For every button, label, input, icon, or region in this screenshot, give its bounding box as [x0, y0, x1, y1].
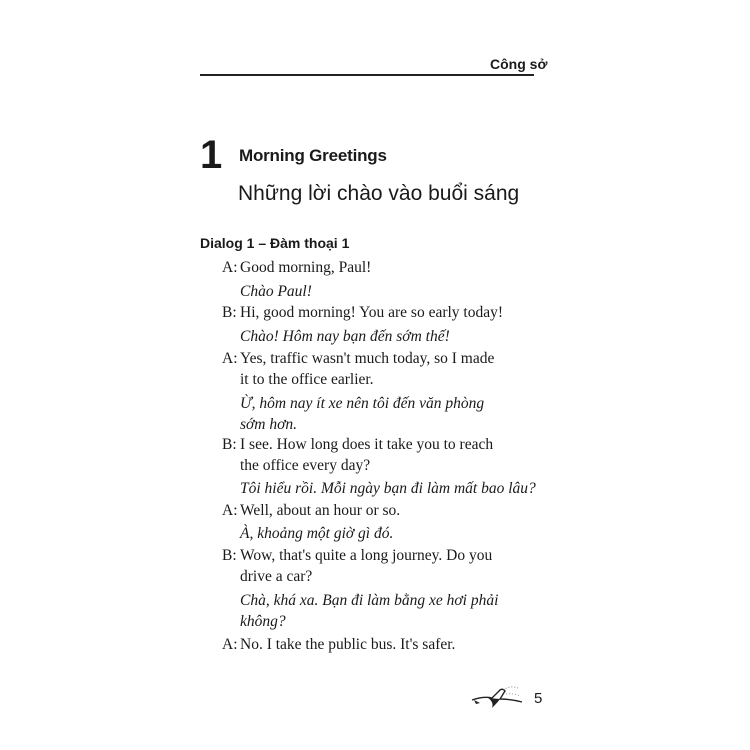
header-divider	[200, 74, 534, 76]
dialog-line-english: A: Well, about an hour or so.	[222, 502, 401, 519]
dialog-line-english: A: No. I take the public bus. It's safer.	[222, 636, 456, 653]
dialog-line-vietnamese: Tôi hiểu rồi. Mỗi ngày bạn đi làm mất bao lâu?	[240, 480, 536, 497]
speaker-label: A:	[222, 502, 238, 519]
dialog-line-english: A: Yes, traffic wasn't much today, so I made	[222, 350, 495, 367]
speaker-label: A:	[222, 350, 238, 367]
speaker-label: B:	[222, 436, 237, 453]
dialog-line-english: A: Good morning, Paul!	[222, 259, 372, 276]
running-header-title: Công sở	[490, 56, 548, 72]
chapter-title-english: Morning Greetings	[239, 146, 387, 165]
dialog-line-vietnamese: Chào Paul!	[240, 283, 312, 300]
speaker-label: B:	[222, 304, 237, 321]
speaker-label: A:	[222, 259, 238, 276]
dialog-line-vietnamese-continued: sớm hơn.	[240, 416, 298, 433]
dialog-line-english-continued: drive a car?	[240, 568, 313, 585]
dialog-line-english: B: Wow, that's quite a long journey. Do you	[222, 547, 493, 564]
dialog-line-vietnamese-continued: không?	[240, 613, 286, 630]
speaker-label: B:	[222, 547, 237, 564]
dialog-line-vietnamese: Chà, khá xa. Bạn đi làm bằng xe hơi phải	[240, 592, 499, 609]
dialog-line-vietnamese: À, khoảng một giờ gì đó.	[240, 525, 394, 542]
bird-ornament-icon	[470, 682, 528, 710]
page-number: 5	[534, 690, 543, 707]
dialog-heading: Dialog 1 – Đàm thoại 1	[200, 235, 350, 251]
dialog-line-english: B: Hi, good morning! You are so early today!	[222, 304, 504, 321]
dialog-line-english-continued: it to the office earlier.	[240, 371, 374, 388]
chapter-number: 1	[200, 133, 223, 177]
dialog-line-english: B: I see. How long does it take you to reach	[222, 436, 494, 453]
dialog-line-english-continued: the office every day?	[240, 457, 371, 474]
chapter-title-vietnamese: Những lời chào vào buổi sáng	[238, 182, 520, 205]
dialog-line-vietnamese: Chào! Hôm nay bạn đến sớm thế!	[240, 328, 450, 345]
speaker-label: A:	[222, 636, 238, 653]
dialog-line-vietnamese: Ừ, hôm nay ít xe nên tôi đến văn phòng	[240, 395, 485, 412]
